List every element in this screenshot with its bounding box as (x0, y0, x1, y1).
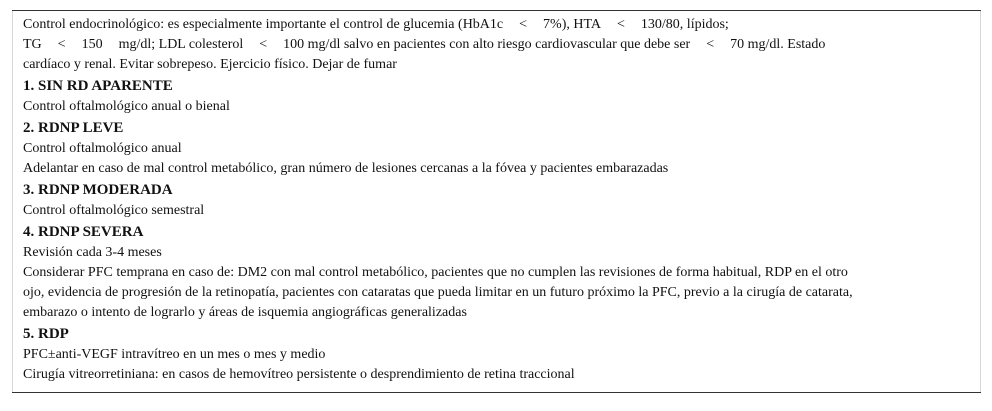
section-rdnp-leve (23, 118, 970, 179)
section-line: ojo, evidencia de progresión de la retinopatía, pacientes con cataratas que pueda limitar en un futuro próximo la PFC, previo a la cirugía de catarata, (23, 285, 853, 300)
section-sin-rd (23, 76, 970, 117)
section-line: Considerar PFC temprana en caso de: DM2 con mal control metabólico, pacientes que no cumplen las revisiones de forma habitual, RDP en el otro (23, 265, 848, 280)
less-than-symbol: < (57, 37, 66, 52)
intro-text: 130/80, lípidos; (640, 17, 729, 32)
section-line: Control oftalmológico anual (23, 141, 182, 156)
section-line: PFC±anti-VEGF intravítreo en un mes o mes y medio (23, 347, 326, 362)
less-than-symbol: < (259, 37, 268, 52)
section-rdnp-moderada (23, 180, 970, 221)
section-heading: 3. RDNP MODERADA (23, 182, 173, 198)
section-line: Control oftalmológico semestral (23, 203, 205, 218)
section-heading: 2. RDNP LEVE (23, 120, 124, 136)
intro-line-3: cardíaco y renal. Evitar sobrepeso. Ejercicio físico. Dejar de fumar (23, 57, 397, 72)
section-line: Cirugía vitreorretiniana: en casos de hemovítreo persistente o desprendimiento de retina traccional (23, 367, 575, 382)
section-line: Revisión cada 3-4 meses (23, 245, 162, 260)
intro-text: TG (23, 37, 42, 52)
section-heading: 5. RDP (23, 326, 69, 342)
intro-text: Control endocrinológico: es especialmente importante el control de glucemia (HbA1c (23, 17, 504, 32)
table-cell (12, 11, 981, 392)
section-rdp (23, 324, 970, 385)
intro-text: 70 mg/dl. Estado (730, 37, 826, 52)
intro-line-2 (23, 35, 970, 55)
intro-text: mg/dl; LDL colesterol (118, 37, 244, 52)
section-line: Control oftalmológico anual o bienal (23, 99, 230, 114)
intro-text: 100 mg/dl salvo en pacientes con alto riesgo cardiovascular que debe ser (283, 37, 691, 52)
intro-line-1 (23, 15, 970, 35)
recommendations-table (12, 10, 981, 393)
intro-text: 150 (81, 37, 103, 52)
less-than-symbol: < (617, 17, 625, 32)
section-heading: 1. SIN RD APARENTE (23, 78, 173, 94)
section-line: Adelantar en caso de mal control metabólico, gran número de lesiones cercanas a la fóvea y pacientes embarazadas (23, 161, 669, 176)
section-line: embarazo o intento de lograrlo y áreas de isquemia angiográficas generalizadas (23, 305, 467, 320)
section-heading: 4. RDNP SEVERA (23, 224, 144, 240)
less-than-symbol: < (706, 37, 715, 52)
section-rdnp-severa (23, 222, 970, 323)
less-than-symbol: < (519, 17, 528, 32)
intro-text: 7%), HTA (543, 17, 602, 32)
